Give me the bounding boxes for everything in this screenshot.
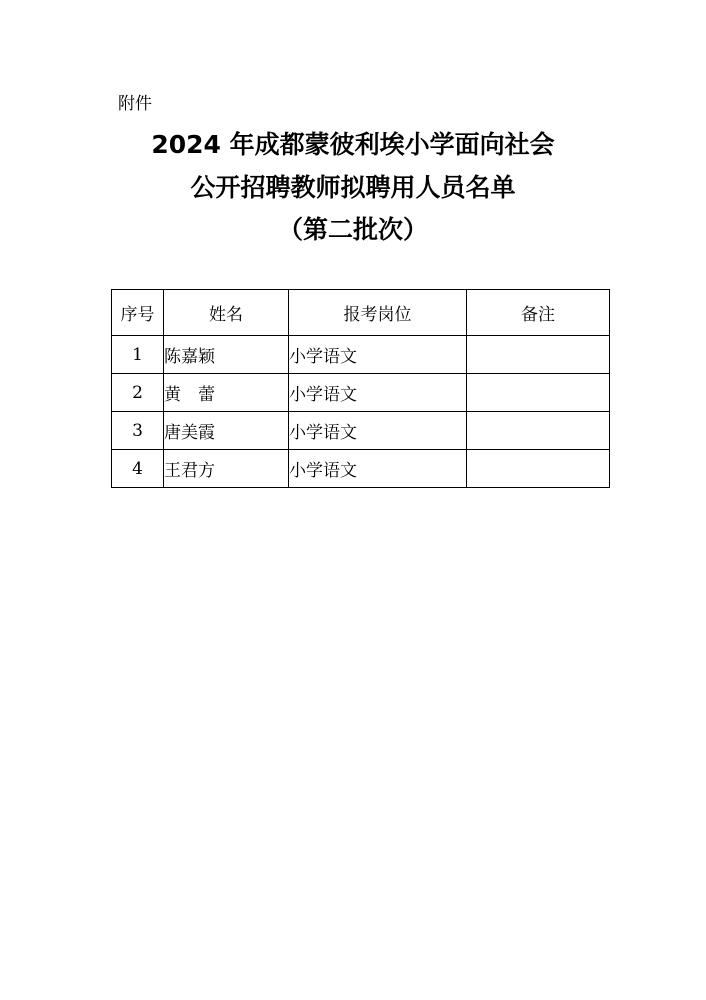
document-title-line-2: 公开招聘教师拟聘用人员名单	[190, 173, 516, 202]
row-remarks	[467, 374, 610, 412]
table-row	[112, 374, 610, 412]
table-header-row	[112, 290, 610, 336]
row-remarks	[467, 412, 610, 450]
row-remarks	[467, 336, 610, 374]
row-position: 小学语文	[289, 336, 467, 374]
header-name: 姓名	[164, 290, 289, 336]
row-name: 唐美霞	[164, 412, 289, 450]
row-position: 小学语文	[289, 374, 467, 412]
document-title-line-1: 2024 年成都蒙彼利埃小学面向社会	[151, 130, 555, 159]
row-remarks	[467, 450, 610, 488]
row-index: 1	[112, 336, 164, 374]
row-position: 小学语文	[289, 450, 467, 488]
header-remarks: 备注	[467, 290, 610, 336]
header-position: 报考岗位	[289, 290, 467, 336]
row-name: 王君方	[164, 450, 289, 488]
attachment-label: 附件	[118, 94, 152, 114]
row-name: 陈嘉颖	[164, 336, 289, 374]
row-position: 小学语文	[289, 412, 467, 450]
row-name: 黄 蕾	[164, 374, 289, 412]
document-title-line-3: （第二批次）	[277, 215, 428, 244]
hiring-list-table	[111, 289, 610, 488]
header-index: 序号	[112, 290, 164, 336]
table-row	[112, 336, 610, 374]
row-index: 3	[112, 412, 164, 450]
table-row	[112, 412, 610, 450]
row-index: 2	[112, 374, 164, 412]
row-index: 4	[112, 450, 164, 488]
table-row	[112, 450, 610, 488]
